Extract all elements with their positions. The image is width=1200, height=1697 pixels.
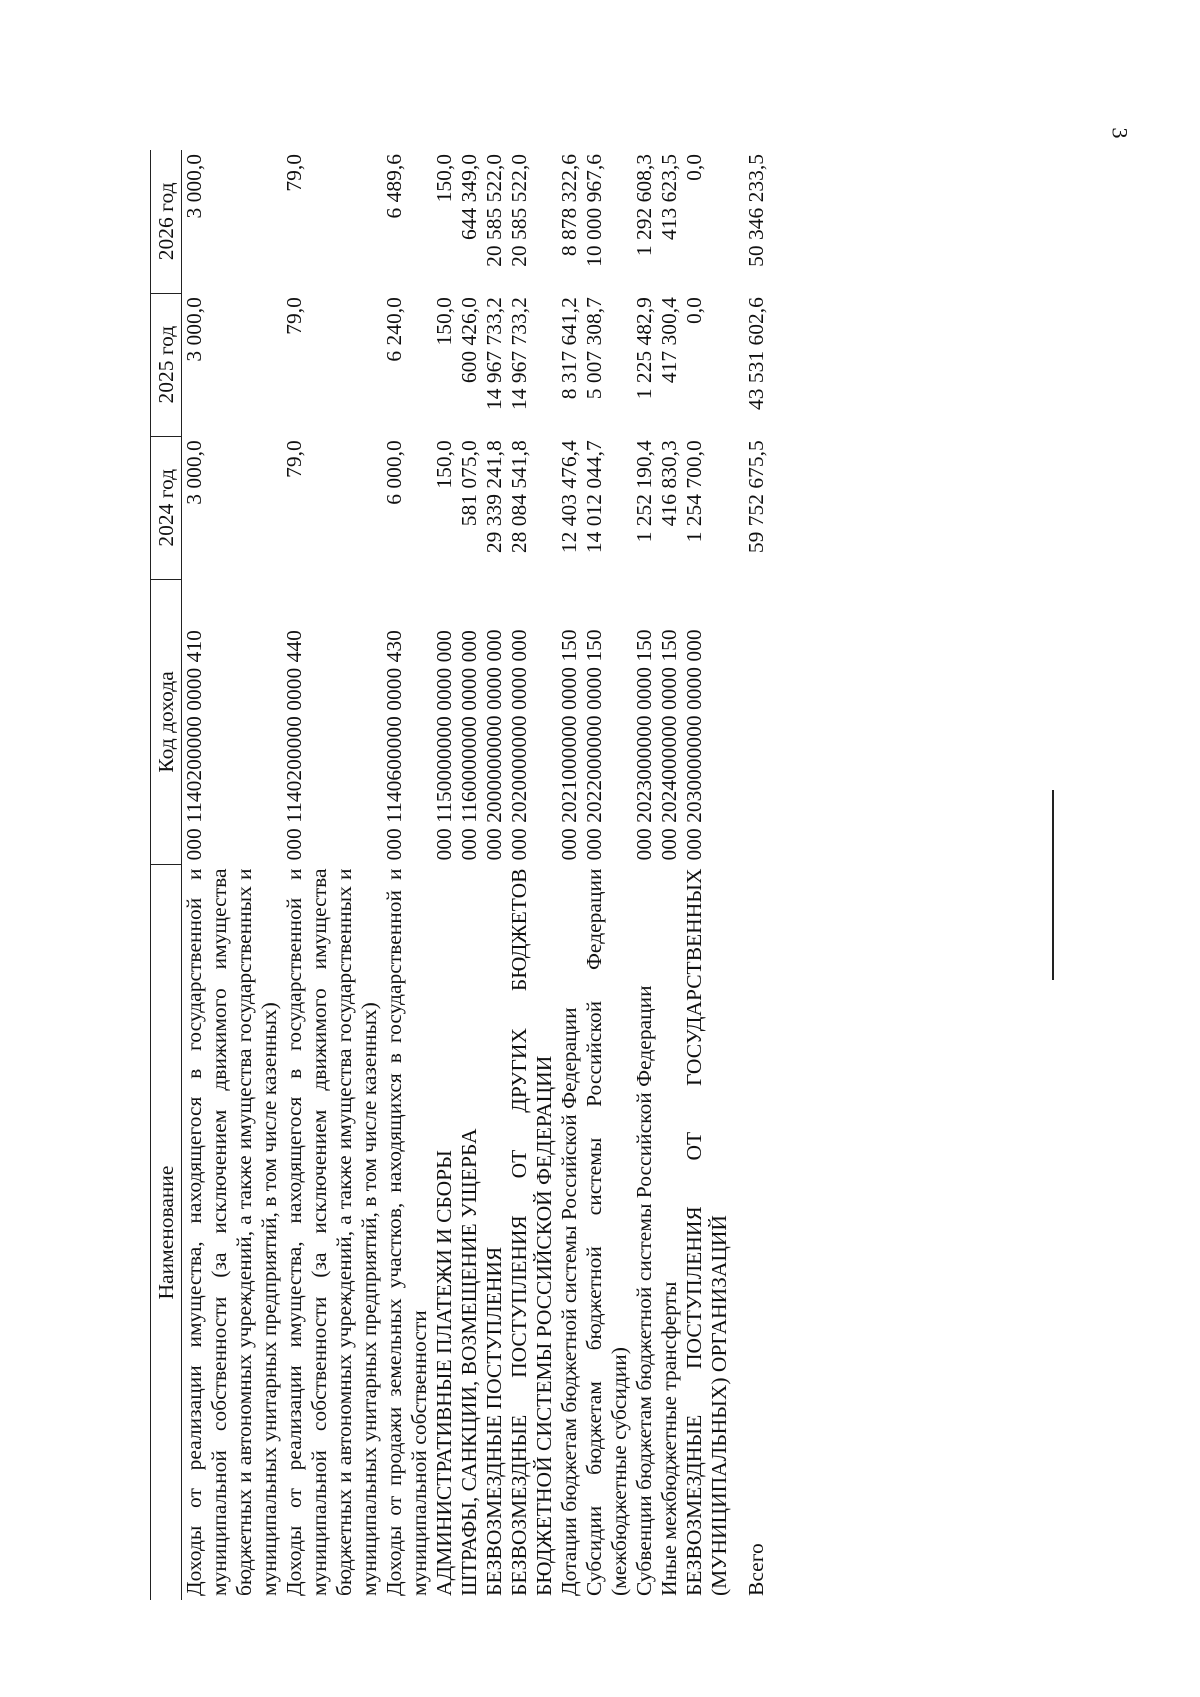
row-code: 000 2021000000 0000 150 <box>557 629 581 861</box>
table-row <box>482 150 507 1600</box>
row-name: Субсидии бюджетам бюджетной системы Российской Федерации (межбюджетные субсидии) <box>582 868 631 1596</box>
row-code: 000 2022000000 0000 150 <box>582 629 606 861</box>
row-name: Доходы от продажи земельных участков, находящихся в государственной и муниципальной собственности <box>382 868 431 1596</box>
table-header-row <box>151 150 182 1600</box>
header-name: Наименование <box>151 865 182 1601</box>
row-value-2026: 20 585 522,0 <box>482 154 506 267</box>
row-code: 000 1140200000 0000 440 <box>282 630 306 861</box>
row-value-2024: 3 000,0 <box>182 440 206 505</box>
row-code: 000 2020000000 0000 000 <box>507 629 531 861</box>
row-value-2026: 3 000,0 <box>182 154 206 219</box>
row-value-2025: 14 967 733,2 <box>482 297 506 410</box>
table-row <box>682 150 732 1600</box>
total-label: Всего <box>744 1543 768 1596</box>
row-value-2024: 1 254 700,0 <box>682 440 706 543</box>
row-name: Доходы от реализации имущества, находящегося в государственной и муниципальной собственности (за исключением движимого имущества бюджетных и автономных учреждений, а также имущества государственных и муниципальных унитарных предприятий, в том числе казенных) <box>282 868 381 1596</box>
row-value-2026: 20 585 522,0 <box>507 154 531 267</box>
row-value-2026: 10 000 967,6 <box>582 154 606 267</box>
table-row <box>507 150 557 1600</box>
row-value-2025: 0,0 <box>682 297 706 324</box>
row-value-2025: 3 000,0 <box>182 297 206 362</box>
table-row <box>632 150 657 1600</box>
table-row <box>282 150 382 1600</box>
row-value-2024: 28 084 541,8 <box>507 440 531 554</box>
row-value-2026: 644 349,0 <box>457 154 481 240</box>
table-row <box>382 150 432 1600</box>
row-name: ШТРАФЫ, САНКЦИИ, ВОЗМЕЩЕНИЕ УЩЕРБА <box>457 1128 481 1596</box>
row-value-2026: 413 623,5 <box>657 154 681 240</box>
header-code: Код дохода <box>151 579 182 864</box>
row-value-2026: 0,0 <box>682 154 706 181</box>
row-value-2026: 8 878 322,6 <box>557 154 581 257</box>
row-value-2025: 6 240,0 <box>382 297 406 362</box>
table-row <box>657 150 682 1600</box>
row-value-2024: 581 075,0 <box>457 440 481 527</box>
table-row <box>432 150 457 1600</box>
row-value-2025: 417 300,4 <box>657 297 681 384</box>
row-value-2025: 1 225 482,9 <box>632 297 656 400</box>
spacer-row <box>732 150 744 1600</box>
total-2025: 43 531 602,6 <box>744 297 768 410</box>
total-row <box>744 150 769 1600</box>
row-name: Дотации бюджетам бюджетной системы Российской Федерации <box>557 1007 581 1596</box>
row-value-2025: 150,0 <box>432 297 456 346</box>
total-2026: 50 346 233,5 <box>744 154 768 267</box>
rotated-content <box>150 150 940 1600</box>
row-value-2024: 79,0 <box>282 440 306 478</box>
revenue-table <box>150 150 769 1600</box>
row-name: АДМИНИСТРАТИВНЫЕ ПЛАТЕЖИ И СБОРЫ <box>432 1150 456 1596</box>
header-2026: 2026 год <box>151 150 182 293</box>
page-number: 3 <box>1107 127 1133 139</box>
row-value-2026: 1 292 608,3 <box>632 154 656 257</box>
table-row <box>582 150 632 1600</box>
row-code: 000 1140200000 0000 410 <box>182 630 206 861</box>
row-code: 000 2030000000 0000 000 <box>682 629 706 861</box>
row-value-2025: 79,0 <box>282 297 306 335</box>
table-row <box>557 150 582 1600</box>
row-value-2024: 150,0 <box>432 440 456 489</box>
row-name: Иные межбюджетные трансферты <box>657 1281 681 1596</box>
row-value-2024: 1 252 190,4 <box>632 440 656 543</box>
row-value-2024: 14 012 044,7 <box>582 440 606 554</box>
header-2024: 2024 год <box>151 436 182 579</box>
row-value-2025: 600 426,0 <box>457 297 481 384</box>
row-value-2025: 8 317 641,2 <box>557 297 581 400</box>
row-code: 000 2024000000 0000 150 <box>657 629 681 861</box>
signature-line <box>1052 790 1054 980</box>
row-value-2024: 6 000,0 <box>382 440 406 505</box>
header-2025: 2025 год <box>151 293 182 436</box>
row-name: БЕЗВОЗМЕЗДНЫЕ ПОСТУПЛЕНИЯ ОТ ГОСУДАРСТВЕННЫХ (МУНИЦИПАЛЬНЫХ) ОРГАНИЗАЦИЙ <box>682 868 731 1596</box>
total-code-empty <box>744 579 769 864</box>
row-name: БЕЗВОЗМЕЗДНЫЕ ПОСТУПЛЕНИЯ <box>482 1246 506 1596</box>
row-value-2024: 416 830,3 <box>657 440 681 527</box>
row-value-2026: 150,0 <box>432 154 456 203</box>
row-value-2025: 5 007 308,7 <box>582 297 606 400</box>
table-body <box>182 150 770 1600</box>
table-row <box>457 150 482 1600</box>
row-name: БЕЗВОЗМЕЗДНЫЕ ПОСТУПЛЕНИЯ ОТ ДРУГИХ БЮДЖЕТОВ БЮДЖЕТНОЙ СИСТЕМЫ РОССИЙСКОЙ ФЕДЕРАЦИИ <box>507 868 556 1596</box>
row-value-2026: 79,0 <box>282 154 306 192</box>
row-name: Доходы от реализации имущества, находящегося в государственной и муниципальной собственности (за исключением движимого имущества бюджетных и автономных учреждений, а также имущества государственных и муниципальных унитарных предприятий, в том числе казенных) <box>182 868 281 1596</box>
row-code: 000 1150000000 0000 000 <box>432 630 456 861</box>
row-code: 000 1140600000 0000 430 <box>382 630 406 861</box>
row-code: 000 2023000000 0000 150 <box>632 629 656 861</box>
row-value-2026: 6 489,6 <box>382 154 406 219</box>
row-value-2024: 29 339 241,8 <box>482 440 506 554</box>
row-name: Субвенции бюджетам бюджетной системы Российской Федерации <box>632 985 656 1596</box>
row-code: 000 1160000000 0000 000 <box>457 630 481 861</box>
row-value-2024: 12 403 476,4 <box>557 440 581 554</box>
row-value-2025: 14 967 733,2 <box>507 297 531 410</box>
row-code: 000 2000000000 0000 000 <box>482 629 506 861</box>
total-2024: 59 752 675,5 <box>744 440 768 554</box>
table-row <box>182 150 283 1600</box>
